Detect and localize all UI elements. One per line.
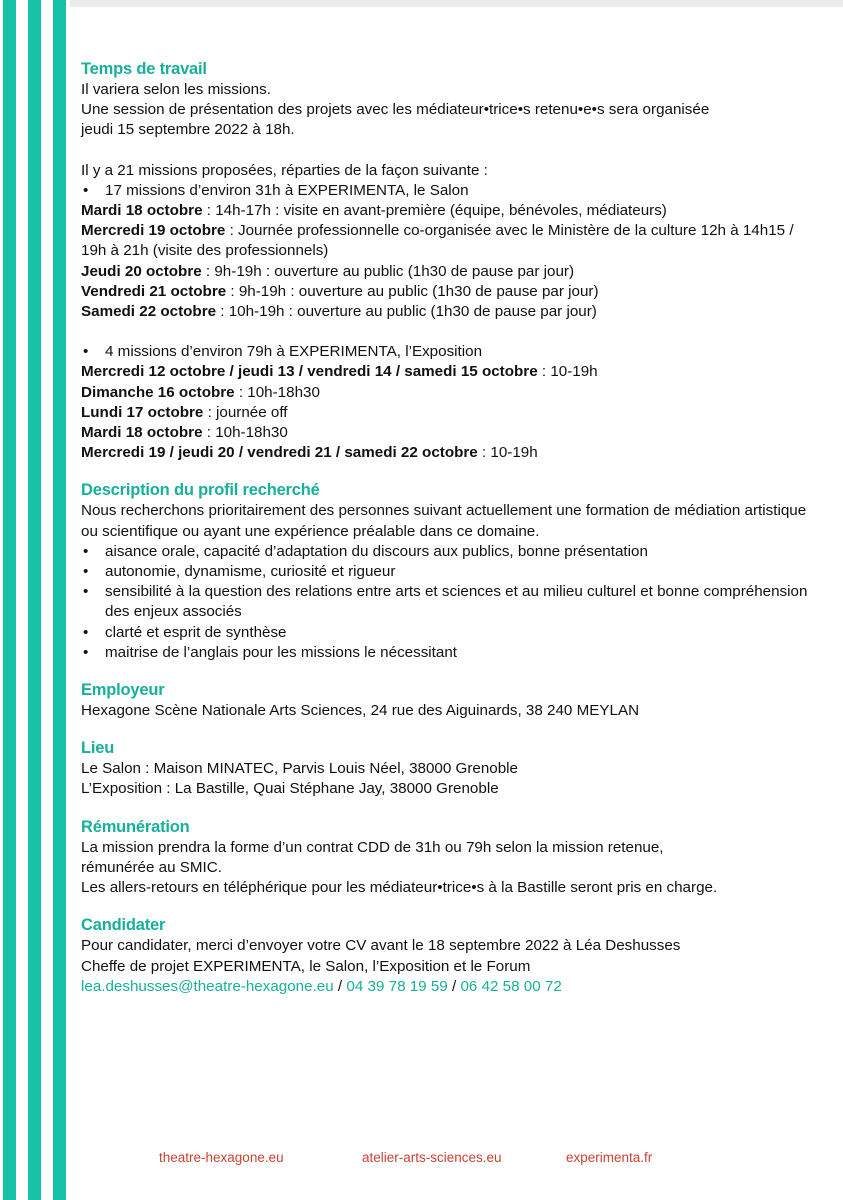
- schedule-line: [81, 282, 821, 302]
- schedule-line: [81, 302, 821, 322]
- schedule-day: Lundi 17 octobre: [81, 403, 204, 421]
- schedule-day: Mercredi 19 / jeudi 20 / vendredi 21 / samedi 22 octobre: [81, 444, 478, 462]
- separator: /: [337, 977, 343, 995]
- schedule-detail: : 10h-18h30: [234, 383, 320, 401]
- contact-line: [81, 977, 821, 997]
- section-candidater: [81, 914, 821, 997]
- schedule-detail: : 14h-17h : visite en avant-première (équipe, bénévoles, médiateurs): [202, 202, 667, 220]
- text-line: jeudi 15 septembre 2022 à 18h.: [81, 121, 295, 139]
- footer: [0, 1150, 843, 1170]
- schedule-day: Jeudi 20 octobre: [81, 262, 202, 280]
- schedule-line: [81, 423, 821, 443]
- bullet-item: • maitrise de l’anglais pour les missions le nécessitant: [81, 643, 821, 663]
- schedule-line: [81, 383, 821, 403]
- bullet-item: • 17 missions d’environ 31h à EXPERIMENTA, le Salon: [81, 181, 821, 201]
- schedule-line: [81, 262, 821, 282]
- text-line: Le Salon : Maison MINATEC, Parvis Louis Néel, 38000 Grenoble: [81, 760, 518, 778]
- section-title: Employeur: [81, 681, 165, 700]
- accent-stripe-2: [28, 0, 41, 1200]
- schedule-day: Dimanche 16 octobre: [81, 383, 235, 401]
- schedule-day: Mardi 18 octobre: [81, 202, 203, 220]
- text-line: Il y a 21 missions proposées, réparties de la façon suivante :: [81, 161, 488, 179]
- bullet-item: • 4 missions d’environ 79h à EXPERIMENTA, l’Exposition: [81, 342, 821, 362]
- email-link[interactable]: lea.deshusses@theatre-hexagone.eu: [81, 977, 334, 995]
- text-line: Cheffe de projet EXPERIMENTA, le Salon, l’Exposition et le Forum: [81, 957, 531, 975]
- text-line: Hexagone Scène Nationale Arts Sciences, 24 rue des Aiguinards, 38 240 MEYLAN: [81, 702, 640, 720]
- bullet-list: [81, 342, 821, 362]
- schedule-detail: : 10-19h: [537, 363, 598, 381]
- text-line: Pour candidater, merci d’envoyer votre CV avant le 18 septembre 2022 à Léa Deshusses: [81, 937, 681, 955]
- phone-link-2[interactable]: 06 42 58 00 72: [460, 977, 562, 995]
- bullet-list: [81, 181, 821, 201]
- bullet-item: • clarté et esprit de synthèse: [81, 623, 821, 643]
- section-profil: [81, 479, 821, 663]
- schedule-day: Mercredi 19 octobre: [81, 222, 226, 240]
- section-temps-de-travail: [81, 58, 821, 463]
- schedule-detail: : 9h-19h : ouverture au public (1h30 de pause par jour): [226, 282, 599, 300]
- text-line: Il variera selon les missions.: [81, 81, 271, 98]
- bullet-item: • sensibilité à la question des relations entre arts et sciences et au milieu culturel et bonne compréhension des enjeux associés: [81, 582, 821, 622]
- footer-link-theatre-hexagone[interactable]: theatre-hexagone.eu: [159, 1150, 284, 1165]
- text-line: Une session de présentation des projets avec les médiateur•trice•s retenu•e•s sera organisée: [81, 101, 710, 119]
- schedule-day: Mercredi 12 octobre / jeudi 13 / vendredi 14 / samedi 15 octobre: [81, 363, 538, 381]
- schedule-salon: [81, 201, 821, 322]
- schedule-day: Samedi 22 octobre: [81, 303, 217, 321]
- accent-stripe-1: [3, 0, 16, 1200]
- bullet-item: • aisance orale, capacité d’adaptation du discours aux publics, bonne présentation: [81, 542, 821, 562]
- section-title: Description du profil recherché: [81, 481, 320, 500]
- schedule-detail: : 9h-19h : ouverture au public (1h30 de pause par jour): [201, 262, 575, 280]
- bullet-item: • autonomie, dynamisme, curiosité et rigueur: [81, 562, 821, 582]
- schedule-line: [81, 403, 821, 423]
- section-lieu: [81, 737, 821, 799]
- section-title: Candidater: [81, 916, 166, 935]
- schedule-day: Mardi 18 octobre: [81, 424, 203, 442]
- document-body: [81, 58, 821, 1013]
- section-title: Lieu: [81, 739, 115, 758]
- schedule-detail: : 10-19h: [477, 444, 538, 462]
- accent-stripe-3: [53, 0, 66, 1200]
- schedule-line: [81, 221, 821, 261]
- schedule-line: [81, 201, 821, 221]
- schedule-detail: : Journée professionnelle co-organisée avec le Ministère de la culture 12h à 14h15 / 19h à 21h (visite des professionnels): [81, 222, 794, 260]
- section-employeur: [81, 679, 821, 721]
- schedule-exposition: [81, 362, 821, 463]
- schedule-day: Vendredi 21 octobre: [81, 282, 227, 300]
- text-paragraph: Nous recherchons prioritairement des personnes suivant actuellement une formation de médiation artistique ou scientifique ou ayant une expérience préalable dans ce domaine.: [81, 502, 807, 540]
- section-title: Temps de travail: [81, 60, 207, 78]
- schedule-line: [81, 362, 821, 382]
- schedule-detail: : 10h-19h : ouverture au public (1h30 de pause par jour): [216, 303, 597, 321]
- text-paragraph: La mission prendra la forme d’un contrat CDD de 31h ou 79h selon la mission retenue, rémunérée au SMIC.: [81, 838, 664, 876]
- footer-link-experimenta[interactable]: experimenta.fr: [566, 1150, 653, 1165]
- separator: /: [451, 977, 457, 995]
- section-title: Rémunération: [81, 817, 190, 836]
- schedule-line: [81, 443, 821, 463]
- bullet-list: [81, 542, 821, 663]
- text-line: Les allers-retours en téléphérique pour les médiateur•trice•s à la Bastille seront pris en charge.: [81, 879, 718, 897]
- footer-link-atelier-arts-sciences[interactable]: atelier-arts-sciences.eu: [362, 1150, 502, 1165]
- top-bar: [0, 0, 843, 7]
- schedule-detail: : journée off: [203, 403, 288, 421]
- section-remuneration: [81, 816, 821, 899]
- text-line: L’Exposition : La Bastille, Quai Stéphane Jay, 38000 Grenoble: [81, 780, 499, 798]
- phone-link-1[interactable]: 04 39 78 19 59: [346, 977, 448, 995]
- schedule-detail: : 10h-18h30: [202, 424, 288, 442]
